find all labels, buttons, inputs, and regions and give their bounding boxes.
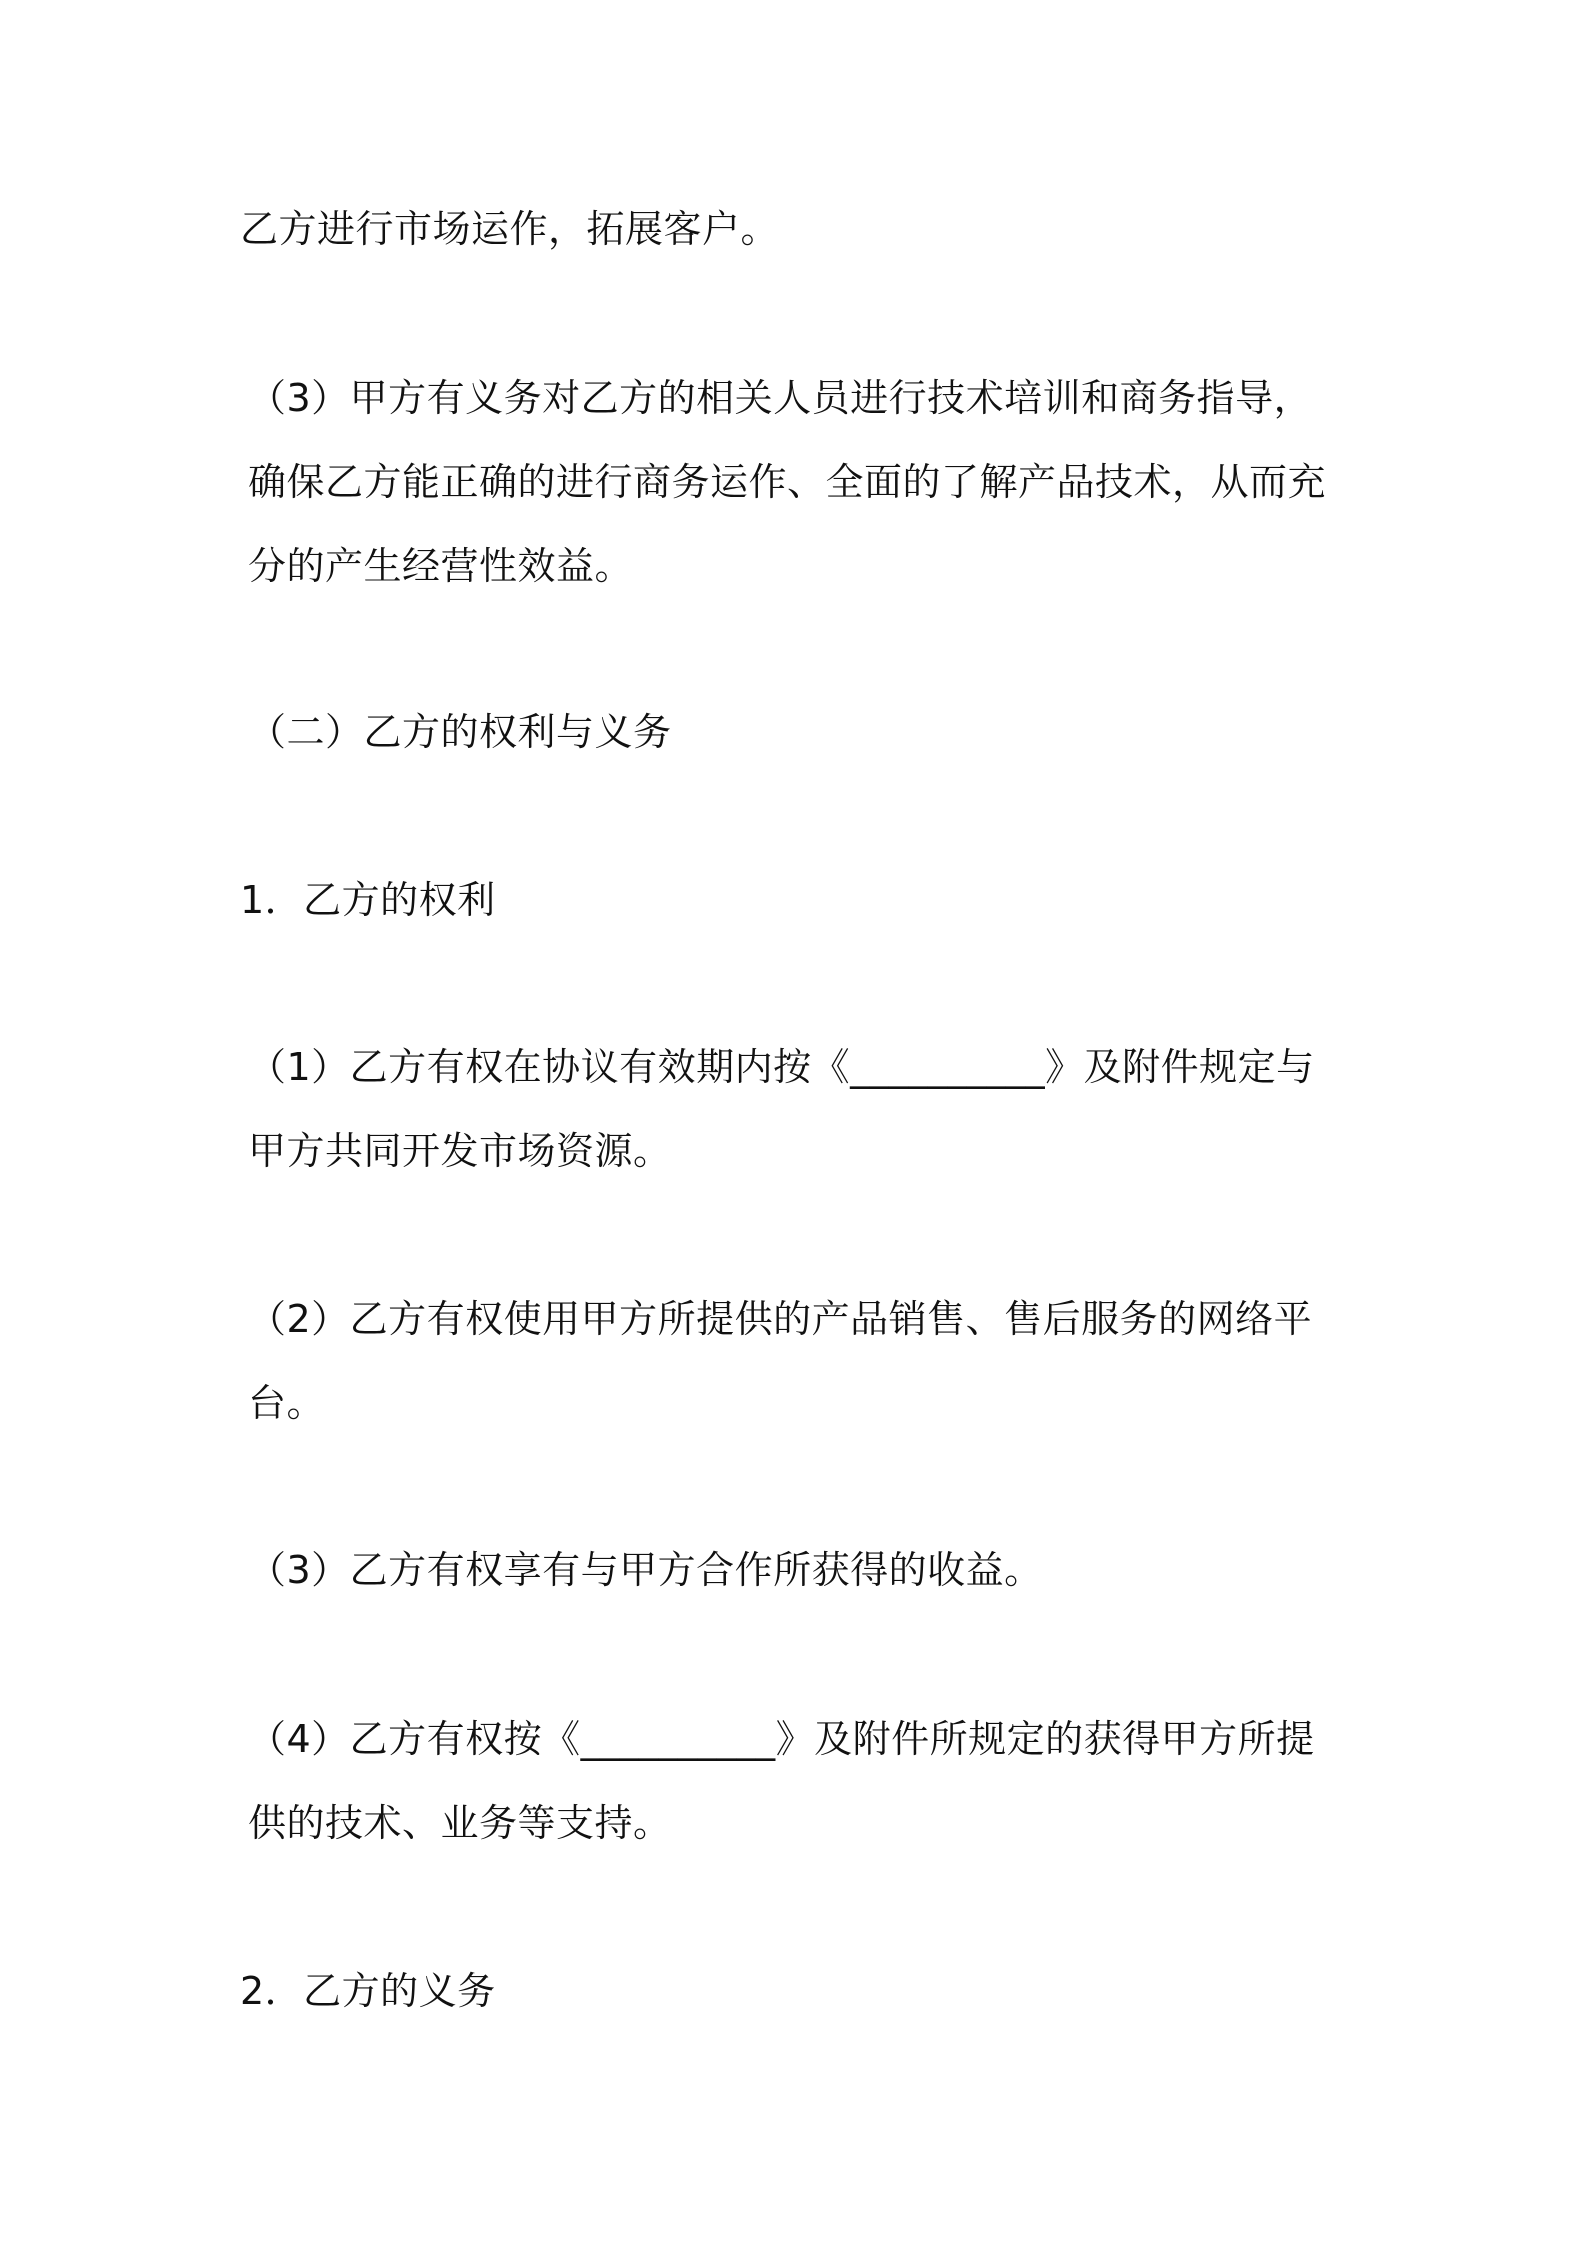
paragraph-right-1 <box>240 1025 1368 1193</box>
paragraph-right-2 <box>240 1277 1368 1445</box>
paragraph-party-a-training <box>240 356 1368 608</box>
text-line: （二）乙方的权利与义务 <box>248 710 672 754</box>
paragraph-right-3 <box>240 1528 1368 1612</box>
subheading-party-b-obligations <box>240 1949 1360 2033</box>
text-line: （3）甲方有义务对乙方的相关人员进行技术培训和商务指导， <box>248 376 1313 420</box>
text-line: （3）乙方有权享有与甲方合作所获得的收益。 <box>248 1548 1043 1592</box>
text-line: 供的技术、业务等支持。 <box>248 1801 672 1845</box>
text-line: 台。 <box>248 1381 326 1425</box>
text-line: （2）乙方有权使用甲方所提供的产品销售、售后服务的网络平 <box>248 1297 1313 1341</box>
text-line: 2．乙方的义务 <box>240 1969 496 2013</box>
paragraph-market-operation <box>240 187 1360 271</box>
text-line: 乙方进行市场运作，拓展客户。 <box>240 207 780 251</box>
text-line: 分的产生经营性效益。 <box>248 544 634 588</box>
section-heading-party-b-rights-obligations <box>240 690 1368 774</box>
text-line: 确保乙方能正确的进行商务运作、全面的了解产品技术，从而充 <box>248 460 1327 504</box>
paragraph-right-4 <box>240 1697 1368 1865</box>
text-line: 甲方共同开发市场资源。 <box>248 1129 672 1173</box>
text-line: （4）乙方有权按《__________》及附件所规定的获得甲方所提 <box>248 1717 1315 1761</box>
text-line: 1．乙方的权利 <box>240 878 496 922</box>
subheading-party-b-rights <box>240 858 1360 942</box>
text-line: （1）乙方有权在协议有效期内按《__________》及附件规定与 <box>248 1045 1315 1089</box>
